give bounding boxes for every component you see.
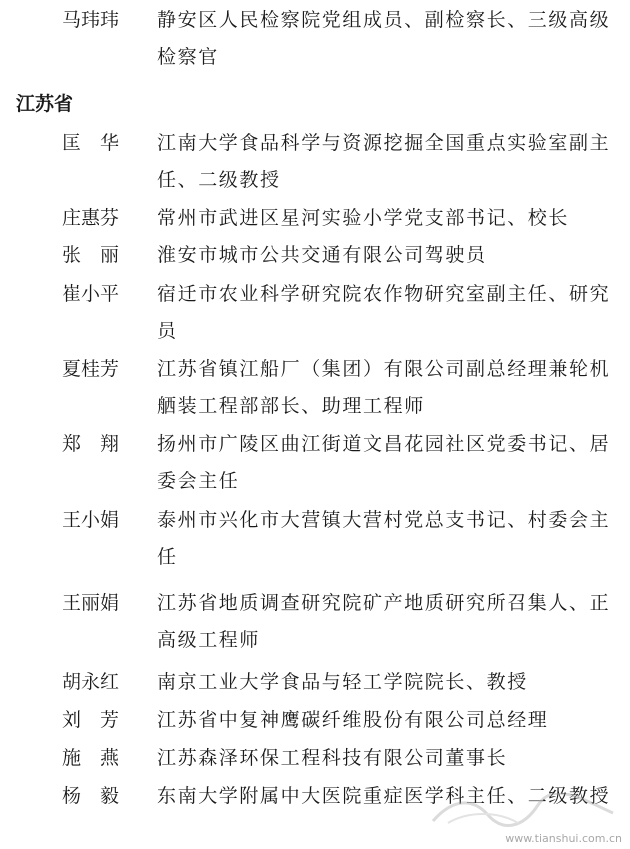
person-title: 淮安市城市公共交通有限公司驾驶员: [157, 244, 487, 266]
person-name: 胡永红: [62, 671, 120, 693]
person-name: 王丽娟: [62, 592, 120, 614]
person-name: 夏桂芳: [62, 358, 120, 380]
person-title: 江苏省地质调查研究院矿产地质研究所召集人、正高级工程师: [157, 592, 611, 651]
person-name: 施 燕: [62, 747, 120, 769]
person-title: 宿迁市农业科学研究院农作物研究室副主任、研究员: [157, 283, 611, 342]
person-name: 匡 华: [62, 132, 120, 154]
person-name: 马玮玮: [62, 9, 120, 31]
person-name: 郑 翔: [62, 433, 120, 455]
person-title: 泰州市兴化市大营镇大营村党总支书记、村委会主任: [157, 509, 611, 568]
person-title: 南京工业大学食品与轻工学院院长、教授: [157, 671, 528, 693]
person-title: 静安区人民检察院党组成员、副检察长、三级高级检察官: [157, 9, 611, 68]
person-name: 王小娟: [62, 509, 120, 531]
person-title: 江苏省镇江船厂（集团）有限公司副总经理兼轮机舾装工程部部长、助理工程师: [157, 358, 611, 417]
person-title: 江苏森泽环保工程科技有限公司董事长: [157, 747, 508, 769]
person-name: 崔小平: [62, 283, 120, 305]
person-name: 杨 毅: [62, 785, 120, 807]
person-title: 扬州市广陵区曲江街道文昌花园社区党委书记、居委会主任: [157, 433, 611, 492]
person-title: 常州市武进区星河实验小学党支部书记、校长: [157, 207, 570, 229]
watermark-url: www.tianshui.com.cn: [505, 832, 622, 845]
person-title: 江南大学食品科学与资源挖掘全国重点实验室副主任、二级教授: [157, 132, 611, 191]
person-title: 东南大学附属中大医院重症医学科主任、二级教授: [157, 785, 611, 807]
watermark-logo-icon: [428, 793, 618, 829]
person-name: 庄惠芬: [62, 207, 120, 229]
person-name: 刘 芳: [62, 709, 120, 731]
province-heading: 江苏省: [16, 93, 74, 115]
person-name: 张 丽: [62, 244, 120, 266]
person-title: 江苏省中复神鹰碳纤维股份有限公司总经理: [157, 709, 549, 731]
